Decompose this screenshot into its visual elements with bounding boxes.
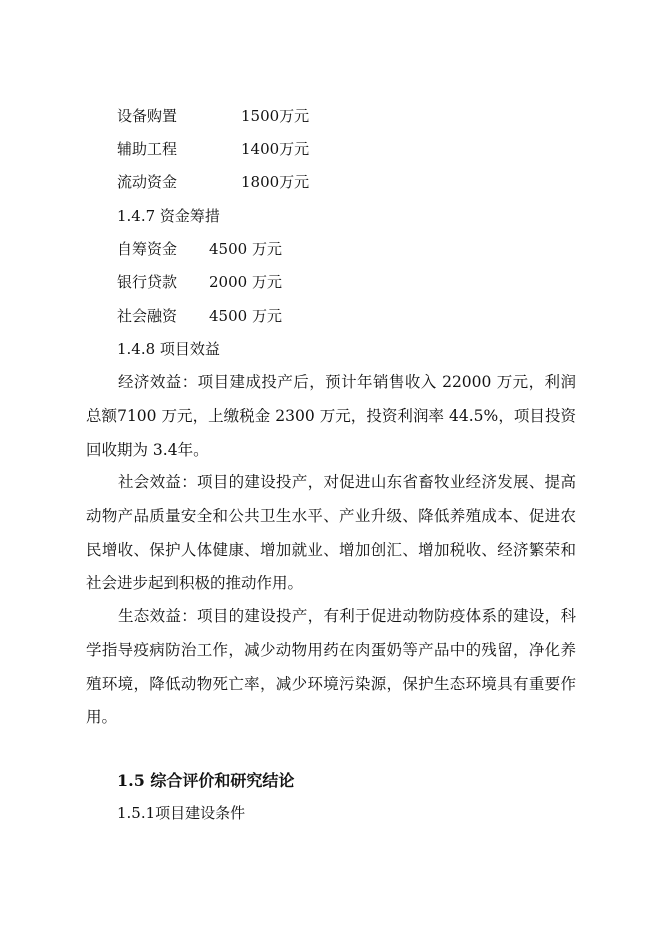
financing-label: 社会融资 xyxy=(117,307,178,325)
section-heading-1-4-8: 1.4.8 项目效益 xyxy=(117,340,220,358)
investment-amount: 1500万元 xyxy=(241,107,310,125)
investment-label: 设备购置 xyxy=(117,107,178,125)
section-heading-1-5: 1.5 综合评价和研究结论 xyxy=(117,771,295,790)
investment-row-equipment xyxy=(117,107,310,125)
investment-label: 辅助工程 xyxy=(117,140,178,158)
financing-amount: 4500 万元 xyxy=(209,240,282,258)
section-heading-1-4-7: 1.4.7 资金筹措 xyxy=(117,207,220,225)
economic-benefit-paragraph: 经济效益：项目建成投产后，预计年销售收入 22000 万元，利润总额7100 万元，上缴税金 2300 万元，投资利润率 44.5%，项目投资回收期为 3.4年。 xyxy=(86,373,576,459)
financing-label: 自筹资金 xyxy=(117,240,178,258)
section-heading-1-5-1: 1.5.1项目建设条件 xyxy=(117,804,246,822)
financing-amount: 2000 万元 xyxy=(209,273,282,291)
financing-label: 银行贷款 xyxy=(117,273,178,291)
investment-label: 流动资金 xyxy=(117,173,178,191)
ecological-benefit-paragraph: 生态效益：项目的建设投产，有利于促进动物防疫体系的建设，科学指导疫病防治工作，减少动物用药在肉蛋奶等产品中的残留，净化养殖环境，降低动物死亡率，减少环境污染源，保护生态环境具有重要作用。 xyxy=(86,607,576,727)
financing-amount: 4500 万元 xyxy=(209,307,282,325)
financing-row-social xyxy=(117,307,282,325)
financing-row-self-raised xyxy=(117,240,282,258)
financing-row-bank-loan xyxy=(117,273,282,291)
investment-row-auxiliary xyxy=(117,140,310,158)
investment-row-working-capital xyxy=(117,173,310,191)
investment-amount: 1800万元 xyxy=(241,173,310,191)
social-benefit-paragraph: 社会效益：项目的建设投产，对促进山东省畜牧业经济发展、提高动物产品质量安全和公共卫生水平、产业升级、降低养殖成本、促进农民增收、保护人体健康、增加就业、增加创汇、增加税收、经济繁荣和社会进步起到积极的推动作用。 xyxy=(86,473,576,593)
investment-amount: 1400万元 xyxy=(241,140,310,158)
